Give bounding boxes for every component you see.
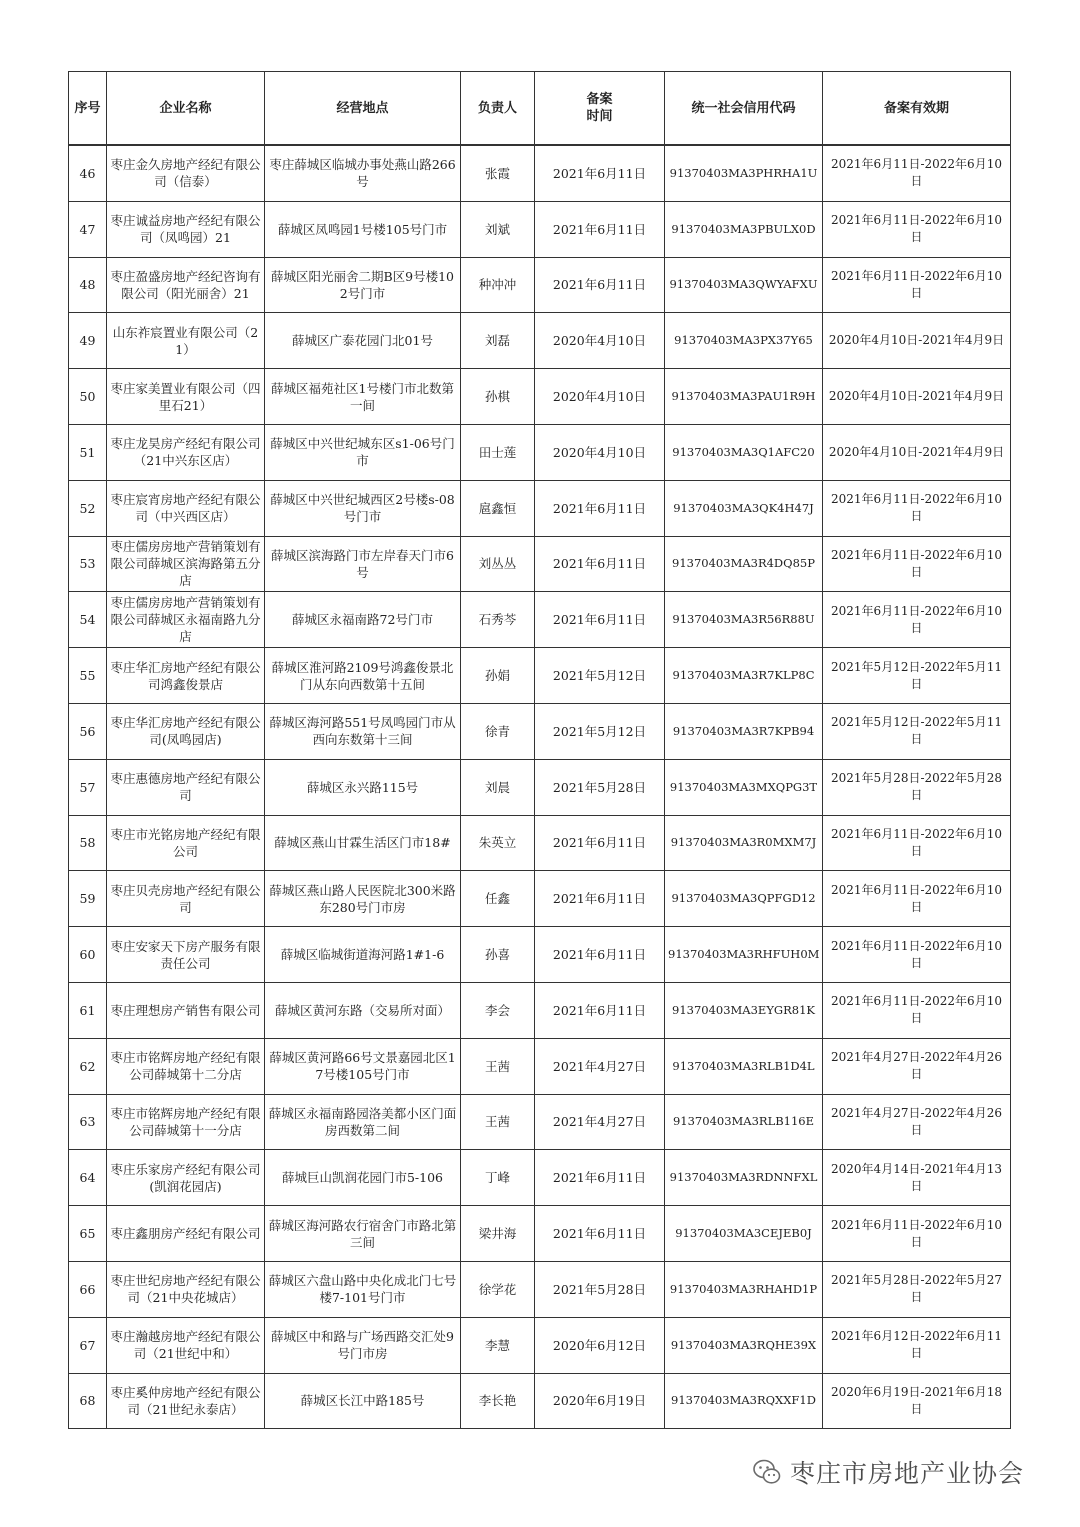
cell-credit-code: 91370403MA3RHAHD1P	[665, 1261, 823, 1317]
cell-company: 枣庄诚益房地产经纪有限公司（凤鸣园）21	[107, 201, 265, 257]
cell-company: 枣庄瀚越房地产经纪有限公司（21世纪中和）	[107, 1317, 265, 1373]
cell-company: 枣庄理想房产销售有限公司	[107, 982, 265, 1038]
cell-company: 枣庄儒房房地产营销策划有限公司薛城区永福南路九分店	[107, 592, 265, 648]
cell-credit-code: 91370403MA3R7KLP8C	[665, 648, 823, 704]
cell-filing-time: 2021年5月12日	[535, 648, 665, 704]
cell-filing-time: 2021年4月27日	[535, 1038, 665, 1094]
cell-valid-period: 2021年4月27日-2022年4月26日	[823, 1038, 1011, 1094]
cell-index: 64	[69, 1150, 107, 1206]
table-row	[69, 424, 1011, 480]
cell-credit-code: 91370403MA3PX37Y65	[665, 313, 823, 369]
cell-person: 王茜	[461, 1094, 535, 1150]
cell-person: 刘丛丛	[461, 536, 535, 592]
cell-person: 刘斌	[461, 201, 535, 257]
table-row	[69, 257, 1011, 313]
cell-company: 枣庄市铭辉房地产经纪有限公司薛城第十二分店	[107, 1038, 265, 1094]
cell-address: 薛城区永兴路115号	[265, 759, 461, 815]
cell-index: 60	[69, 927, 107, 983]
col-header-valid-period: 备案有效期	[823, 72, 1011, 146]
cell-person: 张霞	[461, 145, 535, 201]
cell-person: 孙喜	[461, 927, 535, 983]
table-row	[69, 982, 1011, 1038]
cell-valid-period: 2021年6月11日-2022年6月10日	[823, 592, 1011, 648]
col-header-company: 企业名称	[107, 72, 265, 146]
filing-table	[68, 71, 1011, 1429]
cell-person: 扈鑫恒	[461, 480, 535, 536]
cell-index: 50	[69, 369, 107, 425]
cell-valid-period: 2021年6月11日-2022年6月10日	[823, 145, 1011, 201]
cell-index: 52	[69, 480, 107, 536]
cell-credit-code: 91370403MA3CEJEB0J	[665, 1206, 823, 1262]
cell-credit-code: 91370403MA3R4DQ85P	[665, 536, 823, 592]
cell-valid-period: 2021年6月11日-2022年6月10日	[823, 480, 1011, 536]
cell-person: 徐青	[461, 703, 535, 759]
col-header-filing-time: 备案 时间	[535, 72, 665, 146]
table-row	[69, 145, 1011, 201]
cell-index: 66	[69, 1261, 107, 1317]
cell-address: 薛城区永福南路72号门市	[265, 592, 461, 648]
cell-address: 薛城区广泰花园门北01号	[265, 313, 461, 369]
cell-address: 薛城区海河路551号凤鸣园门市从西向东数第十三间	[265, 703, 461, 759]
cell-credit-code: 91370403MA3R56R88U	[665, 592, 823, 648]
watermark	[752, 1455, 1024, 1489]
cell-credit-code: 91370403MA3RHFUH0M	[665, 927, 823, 983]
cell-address: 薛城区福苑社区1号楼门市北数第一间	[265, 369, 461, 425]
cell-valid-period: 2021年5月12日-2022年5月11日	[823, 703, 1011, 759]
cell-company: 枣庄安家天下房产服务有限责任公司	[107, 927, 265, 983]
cell-company: 枣庄盈盛房地产经纪咨询有限公司（阳光丽舍）21	[107, 257, 265, 313]
cell-person: 任鑫	[461, 871, 535, 927]
cell-index: 48	[69, 257, 107, 313]
cell-person: 田士莲	[461, 424, 535, 480]
cell-index: 51	[69, 424, 107, 480]
table-row	[69, 1373, 1011, 1429]
cell-person: 刘磊	[461, 313, 535, 369]
cell-valid-period: 2021年5月28日-2022年5月28日	[823, 759, 1011, 815]
col-header-credit-code: 统一社会信用代码	[665, 72, 823, 146]
cell-index: 54	[69, 592, 107, 648]
cell-index: 58	[69, 815, 107, 871]
cell-company: 枣庄家美置业有限公司（四里石21）	[107, 369, 265, 425]
table-row	[69, 1094, 1011, 1150]
cell-filing-time: 2021年6月11日	[535, 871, 665, 927]
cell-valid-period: 2021年6月11日-2022年6月10日	[823, 201, 1011, 257]
watermark-text: 枣庄市房地产业协会	[790, 1459, 1025, 1488]
cell-company: 枣庄市铭辉房地产经纪有限公司薛城第十一分店	[107, 1094, 265, 1150]
table-row	[69, 1206, 1011, 1262]
cell-valid-period: 2021年5月12日-2022年5月11日	[823, 648, 1011, 704]
cell-company: 枣庄华汇房地产经纪有限公司鸿鑫俊景店	[107, 648, 265, 704]
cell-person: 徐学花	[461, 1261, 535, 1317]
cell-valid-period: 2020年4月10日-2021年4月9日	[823, 424, 1011, 480]
cell-filing-time: 2020年4月10日	[535, 424, 665, 480]
cell-filing-time: 2020年4月10日	[535, 313, 665, 369]
cell-filing-time: 2020年4月10日	[535, 369, 665, 425]
cell-address: 薛城巨山凯润花园门市5-106	[265, 1150, 461, 1206]
cell-address: 薛城区黄河路66号文景嘉园北区17号楼105号门市	[265, 1038, 461, 1094]
cell-filing-time: 2021年6月11日	[535, 145, 665, 201]
cell-index: 57	[69, 759, 107, 815]
cell-valid-period: 2020年4月10日-2021年4月9日	[823, 313, 1011, 369]
cell-filing-time: 2021年5月28日	[535, 1261, 665, 1317]
cell-filing-time: 2020年6月12日	[535, 1317, 665, 1373]
cell-company: 枣庄奚仲房地产经纪有限公司（21世纪永泰店）	[107, 1373, 265, 1429]
cell-filing-time: 2021年5月28日	[535, 759, 665, 815]
table-row	[69, 480, 1011, 536]
cell-valid-period: 2021年4月27日-2022年4月26日	[823, 1094, 1011, 1150]
cell-person: 朱英立	[461, 815, 535, 871]
cell-credit-code: 91370403MA3PAU1R9H	[665, 369, 823, 425]
cell-credit-code: 91370403MA3QPFGD12	[665, 871, 823, 927]
cell-index: 56	[69, 703, 107, 759]
col-header-person: 负责人	[461, 72, 535, 146]
cell-valid-period: 2021年6月11日-2022年6月10日	[823, 1206, 1011, 1262]
cell-address: 薛城区长江中路185号	[265, 1373, 461, 1429]
cell-index: 61	[69, 982, 107, 1038]
cell-credit-code: 91370403MA3RQHE39X	[665, 1317, 823, 1373]
cell-company: 枣庄市光铭房地产经纪有限公司	[107, 815, 265, 871]
cell-credit-code: 91370403MA3RLB1D4L	[665, 1038, 823, 1094]
cell-credit-code: 91370403MA3PBULX0D	[665, 201, 823, 257]
table-row	[69, 369, 1011, 425]
table-row	[69, 759, 1011, 815]
cell-index: 59	[69, 871, 107, 927]
cell-address: 薛城区黄河东路（交易所对面）	[265, 982, 461, 1038]
table-row	[69, 536, 1011, 592]
cell-valid-period: 2020年4月14日-2021年4月13日	[823, 1150, 1011, 1206]
cell-address: 薛城区永福南路园洛美都小区门面房西数第二间	[265, 1094, 461, 1150]
cell-company: 枣庄华汇房地产经纪有限公司(凤鸣园店)	[107, 703, 265, 759]
cell-company: 枣庄龙昊房产经纪有限公司（21中兴东区店）	[107, 424, 265, 480]
col-header-index: 序号	[69, 72, 107, 146]
cell-person: 孙娟	[461, 648, 535, 704]
cell-filing-time: 2021年6月11日	[535, 927, 665, 983]
cell-credit-code: 91370403MA3EYGR81K	[665, 982, 823, 1038]
cell-company: 山东祚宸置业有限公司（21）	[107, 313, 265, 369]
cell-person: 李长艳	[461, 1373, 535, 1429]
cell-address: 薛城区临城街道海河路1#1-6	[265, 927, 461, 983]
cell-valid-period: 2020年6月19日-2021年6月18日	[823, 1373, 1011, 1429]
cell-filing-time: 2021年6月11日	[535, 982, 665, 1038]
cell-company: 枣庄鑫朋房产经纪有限公司	[107, 1206, 265, 1262]
cell-index: 53	[69, 536, 107, 592]
cell-address: 薛城区海河路农行宿舍门市路北第三间	[265, 1206, 461, 1262]
cell-person: 李会	[461, 982, 535, 1038]
table-row	[69, 1261, 1011, 1317]
cell-valid-period: 2021年6月12日-2022年6月11日	[823, 1317, 1011, 1373]
cell-filing-time: 2021年6月11日	[535, 815, 665, 871]
cell-person: 石秀芩	[461, 592, 535, 648]
cell-person: 种冲冲	[461, 257, 535, 313]
table-row	[69, 201, 1011, 257]
cell-company: 枣庄世纪房地产经纪有限公司（21中央花城店）	[107, 1261, 265, 1317]
cell-address: 薛城区凤鸣园1号楼105号门市	[265, 201, 461, 257]
cell-person: 刘晨	[461, 759, 535, 815]
cell-filing-time: 2021年6月11日	[535, 1206, 665, 1262]
cell-valid-period: 2021年6月11日-2022年6月10日	[823, 815, 1011, 871]
cell-credit-code: 91370403MA3RDNNFXL	[665, 1150, 823, 1206]
cell-credit-code: 91370403MA3Q1AFC20	[665, 424, 823, 480]
cell-credit-code: 91370403MA3QWYAFXU	[665, 257, 823, 313]
cell-index: 62	[69, 1038, 107, 1094]
cell-filing-time: 2021年6月11日	[535, 1150, 665, 1206]
cell-valid-period: 2021年6月11日-2022年6月10日	[823, 536, 1011, 592]
cell-person: 梁井海	[461, 1206, 535, 1262]
cell-filing-time: 2021年6月11日	[535, 536, 665, 592]
cell-address: 薛城区中兴世纪城西区2号楼s-08号门市	[265, 480, 461, 536]
table-row	[69, 815, 1011, 871]
cell-address: 薛城区中兴世纪城东区s1-06号门市	[265, 424, 461, 480]
cell-credit-code: 91370403MA3MXQPG3T	[665, 759, 823, 815]
table-row	[69, 703, 1011, 759]
cell-filing-time: 2021年5月12日	[535, 703, 665, 759]
cell-valid-period: 2021年6月11日-2022年6月10日	[823, 871, 1011, 927]
cell-valid-period: 2021年6月11日-2022年6月10日	[823, 257, 1011, 313]
cell-address: 薛城区燕山路人民医院北300米路东280号门市房	[265, 871, 461, 927]
col-header-address: 经营地点	[265, 72, 461, 146]
table-row	[69, 648, 1011, 704]
cell-person: 李慧	[461, 1317, 535, 1373]
cell-person: 丁峰	[461, 1150, 535, 1206]
cell-address: 薛城区六盘山路中央化成北门七号楼7-101号门市	[265, 1261, 461, 1317]
cell-filing-time: 2021年6月11日	[535, 592, 665, 648]
cell-filing-time: 2021年4月27日	[535, 1094, 665, 1150]
cell-filing-time: 2020年6月19日	[535, 1373, 665, 1429]
wechat-icon	[752, 1457, 782, 1487]
cell-valid-period: 2021年5月28日-2022年5月27日	[823, 1261, 1011, 1317]
cell-valid-period: 2021年6月11日-2022年6月10日	[823, 927, 1011, 983]
cell-index: 47	[69, 201, 107, 257]
cell-credit-code: 91370403MA3RLB116E	[665, 1094, 823, 1150]
table-row	[69, 313, 1011, 369]
cell-filing-time: 2021年6月11日	[535, 201, 665, 257]
cell-credit-code: 91370403MA3R0MXM7J	[665, 815, 823, 871]
cell-valid-period: 2020年4月10日-2021年4月9日	[823, 369, 1011, 425]
cell-address: 薛城区滨海路门市左岸春天门市6号	[265, 536, 461, 592]
cell-index: 55	[69, 648, 107, 704]
table-row	[69, 927, 1011, 983]
cell-credit-code: 91370403MA3R7KPB94	[665, 703, 823, 759]
cell-address: 枣庄薛城区临城办事处燕山路266号	[265, 145, 461, 201]
table-row	[69, 1317, 1011, 1373]
cell-filing-time: 2021年6月11日	[535, 257, 665, 313]
cell-credit-code: 91370403MA3RQXXF1D	[665, 1373, 823, 1429]
cell-company: 枣庄儒房房地产营销策划有限公司薛城区滨海路第五分店	[107, 536, 265, 592]
cell-address: 薛城区中和路与广场西路交汇处9号门市房	[265, 1317, 461, 1373]
cell-company: 枣庄乐家房产经纪有限公司(凯润花园店)	[107, 1150, 265, 1206]
cell-index: 67	[69, 1317, 107, 1373]
cell-address: 薛城区淮河路2109号鸿鑫俊景北门从东向西数第十五间	[265, 648, 461, 704]
cell-index: 65	[69, 1206, 107, 1262]
cell-index: 49	[69, 313, 107, 369]
cell-index: 68	[69, 1373, 107, 1429]
header-row	[69, 72, 1011, 146]
cell-filing-time: 2021年6月11日	[535, 480, 665, 536]
cell-credit-code: 91370403MA3QK4H47J	[665, 480, 823, 536]
cell-index: 46	[69, 145, 107, 201]
cell-credit-code: 91370403MA3PHRHA1U	[665, 145, 823, 201]
cell-index: 63	[69, 1094, 107, 1150]
cell-address: 薛城区燕山甘霖生活区门市18#	[265, 815, 461, 871]
table-row	[69, 871, 1011, 927]
cell-company: 枣庄惠德房地产经纪有限公司	[107, 759, 265, 815]
cell-company: 枣庄金久房地产经纪有限公司（信泰）	[107, 145, 265, 201]
table-row	[69, 1038, 1011, 1094]
cell-address: 薛城区阳光丽舍二期B区9号楼102号门市	[265, 257, 461, 313]
cell-person: 孙棋	[461, 369, 535, 425]
cell-valid-period: 2021年6月11日-2022年6月10日	[823, 982, 1011, 1038]
cell-person: 王茜	[461, 1038, 535, 1094]
cell-company: 枣庄宸宵房地产经纪有限公司（中兴西区店）	[107, 480, 265, 536]
cell-company: 枣庄贝壳房地产经纪有限公司	[107, 871, 265, 927]
table-row	[69, 1150, 1011, 1206]
table-row	[69, 592, 1011, 648]
